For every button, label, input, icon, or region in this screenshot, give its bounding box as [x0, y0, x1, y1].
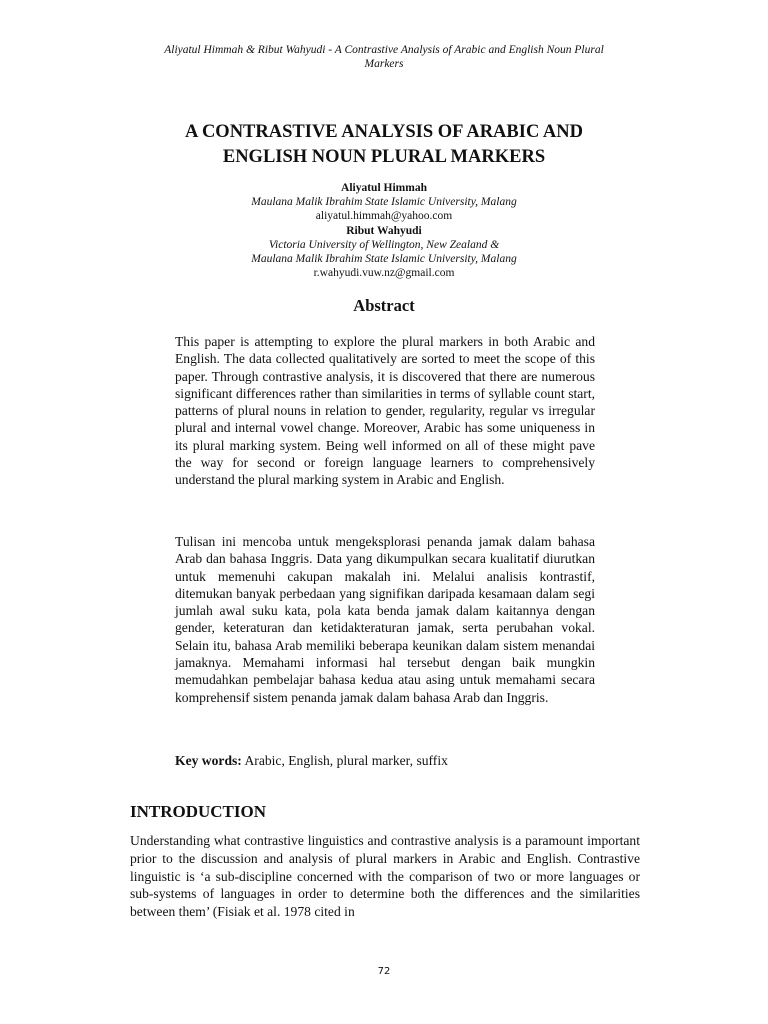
paper-title-line-2: ENGLISH NOUN PLURAL MARKERS [222, 147, 546, 167]
keywords-label: Key words: [175, 753, 242, 768]
introduction-paragraph: Understanding what contrastive linguistics and contrastive analysis is a paramount important prior to the discussion and analysis of plural markers in Arabic and English. Contrastive linguistic is ‘a sub-discipline concerned with the comparison of two or more languages or sub-systems of languages in order to determine both the differences and the similarities between them’ (Fisiak et al. 1978 cited in [130, 833, 640, 920]
author-1-affiliation: Maulana Malik Ibrahim State Islamic University, Malang [251, 196, 517, 209]
author-2-affiliation-1: Victoria University of Wellington, New Zealand & [268, 238, 500, 251]
page-number: 72 [377, 966, 391, 977]
author-1-email: aliyatul.himmah@yahoo.com [315, 210, 453, 223]
author-1-name: Aliyatul Himmah [341, 182, 427, 194]
author-2-affiliation-2: Maulana Malik Ibrahim State Islamic University, Malang [251, 253, 517, 266]
introduction-heading: INTRODUCTION [130, 802, 267, 821]
author-2-name: Ribut Wahyudi [346, 224, 422, 237]
author-2-email: r.wahyudi.vuw.nz@gmail.com [313, 267, 455, 280]
keywords-text: Arabic, English, plural marker, suffix [241, 753, 448, 768]
paper-title [130, 120, 638, 170]
abstract-heading: Abstract [353, 296, 415, 315]
author-block [130, 181, 638, 280]
running-head-line-1: Aliyatul Himmah & Ribut Wahyudi - A Contrastive Analysis of Arabic and English Noun Plural [164, 44, 604, 56]
abstract-indonesian: Tulisan ini mencoba untuk mengeksplorasi penanda jamak dalam bahasa Arab dan bahasa Inggris. Data yang dikumpulkan secara kualitatif diurutkan untuk memenuhi cakupan makalah ini. Melalui analisis kontrastif, ditemukan banyak perbedaan yang signifikan daripada kesamaan dalam segi jumlah awal suku kata, pola kata benda jamak dalam kaitannya dengan gender, keteraturan dan ketidakteraturan jamak, serta perubahan vokal. Selain itu, bahasa Arab memiliki beberapa keunikan dalam sistem menandai jamaknya. Memahami informasi hal tersebut dengan baik mungkin memudahkan pembelajar bahasa kedua atau asing untuk memahami secara komprehensif sistem penanda jamak dalam bahasa Arab dan Inggris. [175, 534, 595, 705]
paper-title-line-1: A CONTRASTIVE ANALYSIS OF ARABIC AND [184, 122, 584, 142]
running-head-line-2: Markers [364, 58, 404, 70]
running-head [130, 43, 638, 71]
abstract-english: This paper is attempting to explore the plural markers in both Arabic and English. The data collected qualitatively are sorted to meet the scope of this paper. Through contrastive analysis, it is discovered that there are numerous significant differences rather than similarities in terms of syllable count start, patterns of plural nouns in relation to gender, regularity, regular vs irregular plural and internal vowel change. Moreover, Arabic has some uniqueness in its plural marking system. Being well informed on all of these might pave the way for second or foreign language learners to comprehensively understand the plural marking system in Arabic and English. [175, 334, 595, 488]
keywords-line [175, 752, 595, 769]
